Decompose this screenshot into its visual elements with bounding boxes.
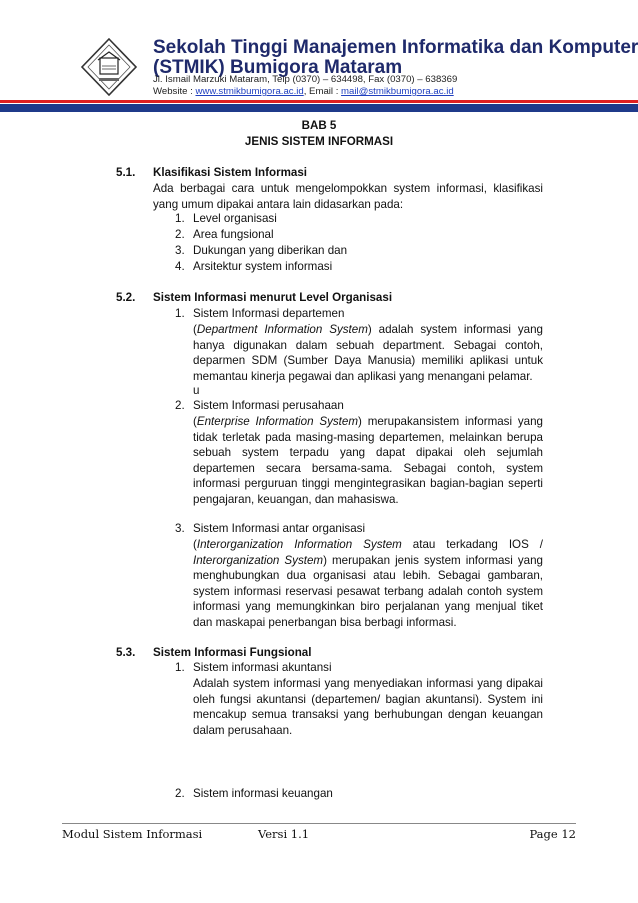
email-label: , Email : — [303, 86, 342, 97]
website-label: Website : — [153, 86, 196, 97]
section-5-3-number: 5.3. — [116, 646, 136, 659]
website-line — [153, 86, 454, 97]
description-text: ) adalah system informasi yang hanya digunakan dalam sebuah department. Sebagai contoh, deparmen SDM (Sumber Daya Manusia) memiliki aplikasi untuk memantau kinerja pegawai dan aplikasi yang menangani pelamar. — [193, 323, 543, 383]
list-item-description: (Enterprise Information System) merupakansistem informasi yang tidak terletak pada masing-masing departemen, melainkan berupa sebuah system terpadu yang dapat dipakai oleh sejumlah departemen secara bersama-sama. Sebagai contoh, system informasi perguruan tinggi mengintegrasikan bagian-bagian seperti pengajaran, keuangan, dan mahasiswa. — [193, 415, 544, 506]
website-link[interactable]: www.stmikbumigora.ac.id — [195, 86, 304, 97]
english-term: Enterprise Information System — [196, 415, 359, 428]
list-item-description: (Interorganization Information System atau terkadang IOS / Interorganization System) merupakan jenis system informasi yang menghubungkan dua organisasi atau lebih. Sebagai gambaran, system informasi reservasi pesawat terbang adalah contoh system informasi yang memungkinkan biro perjalanan yang menjual tiket dan maskapai penerbangan bisa berbagi informasi. — [193, 538, 544, 629]
institution-address: Jl. Ismail Marzuki Mataram, Telp (0370) – 634498, Fax (0370) – 638369 — [153, 74, 458, 85]
list-item-description: (Department Information System) adalah system informasi yang hanya digunakan dalam sebuah department. Sebagai contoh, deparmen SDM (Sumber Daya Manusia) memiliki aplikasi untuk memantau kinerja pegawai dan aplikasi yang menangani pelamar. — [193, 323, 543, 383]
english-term: Interorganization Information System — [196, 538, 402, 551]
list-number: 1. — [175, 212, 185, 225]
list-item: Level organisasi — [193, 212, 277, 225]
list-number: 2. — [175, 787, 185, 800]
chapter-title: JENIS SISTEM INFORMASI — [244, 135, 394, 148]
institution-logo — [80, 38, 138, 96]
list-item-heading: Sistem informasi keuangan — [193, 787, 333, 800]
list-item: Dukungan yang diberikan dan — [193, 244, 348, 257]
section-5-1-intro: Ada berbagai cara untuk mengelompokkan system informasi, klasifikasi yang umum dipakai antara lain didasarkan pada: — [153, 182, 543, 211]
stray-character: u — [193, 384, 200, 397]
email-link[interactable]: mail@stmikbumigora.ac.id — [341, 86, 454, 97]
list-item: Area fungsional — [193, 228, 274, 241]
english-term: Department Information System — [196, 323, 368, 336]
footer-page-number: Page 12 — [529, 827, 576, 841]
english-term: Interorganization System — [193, 553, 324, 567]
list-item-heading: Sistem Informasi antar organisasi — [193, 522, 366, 535]
section-5-2-number: 5.2. — [116, 291, 136, 304]
description-text: ) merupakansistem informasi yang tidak terletak pada masing-masing departemen, melainkan berupa sebuah system terpadu yang dapat dipakai oleh sejumlah departemen secara bersama-sama. Sebagai contoh, system informasi perguruan tinggi mengintegrasikan bagian-bagian seperti pengajaran, keuangan, dan mahasiswa. — [193, 415, 544, 506]
list-number: 1. — [175, 307, 185, 320]
list-item: Arsitektur system informasi — [193, 260, 333, 273]
section-5-1-title: Klasifikasi Sistem Informasi — [153, 166, 308, 179]
footer-version: Versi 1.1 — [258, 827, 310, 841]
list-number: 4. — [175, 260, 185, 273]
description-text: ) merupakan jenis system informasi yang menghubungkan dua organisasi atau lebih. Sebagai gambaran, system informasi reservasi pesawat terbang adalah contoh system informasi yang memungkinkan biro perjalanan yang menjual tiket dan maskapai penerbangan bisa berbagi informasi. — [193, 553, 544, 629]
list-number: 3. — [175, 522, 185, 535]
footer-rule — [62, 823, 576, 824]
section-5-1-number: 5.1. — [116, 166, 136, 179]
list-number: 1. — [175, 661, 185, 674]
list-item-heading: Sistem Informasi perusahaan — [193, 399, 344, 412]
list-item-description: Adalah system informasi yang menyediakan informasi yang dipakai oleh fungsi akuntansi (departemen/ bagian akuntansi). System ini mencakup semua transaksi yang berhubungan dengan keuangan dalam perusahaan. — [193, 677, 543, 737]
footer-module-title: Modul Sistem Informasi — [62, 827, 203, 841]
header-rule-blue — [0, 104, 638, 112]
list-item-heading: Sistem informasi akuntansi — [193, 661, 332, 674]
list-number: 2. — [175, 399, 185, 412]
description-text: atau terkadang IOS / — [401, 538, 543, 551]
list-number: 2. — [175, 228, 185, 241]
list-number: 3. — [175, 244, 185, 257]
chapter-label: BAB 5 — [301, 119, 337, 132]
section-5-2-title: Sistem Informasi menurut Level Organisasi — [153, 291, 393, 304]
institution-name-line2: (STMIK) Bumigora Mataram — [153, 57, 403, 78]
list-item-heading: Sistem Informasi departemen — [193, 307, 345, 320]
section-5-3-title: Sistem Informasi Fungsional — [153, 646, 312, 659]
header-rule-red — [0, 100, 638, 103]
institution-name-line1: Sekolah Tinggi Manajemen Informatika dan Komputer — [153, 37, 638, 58]
